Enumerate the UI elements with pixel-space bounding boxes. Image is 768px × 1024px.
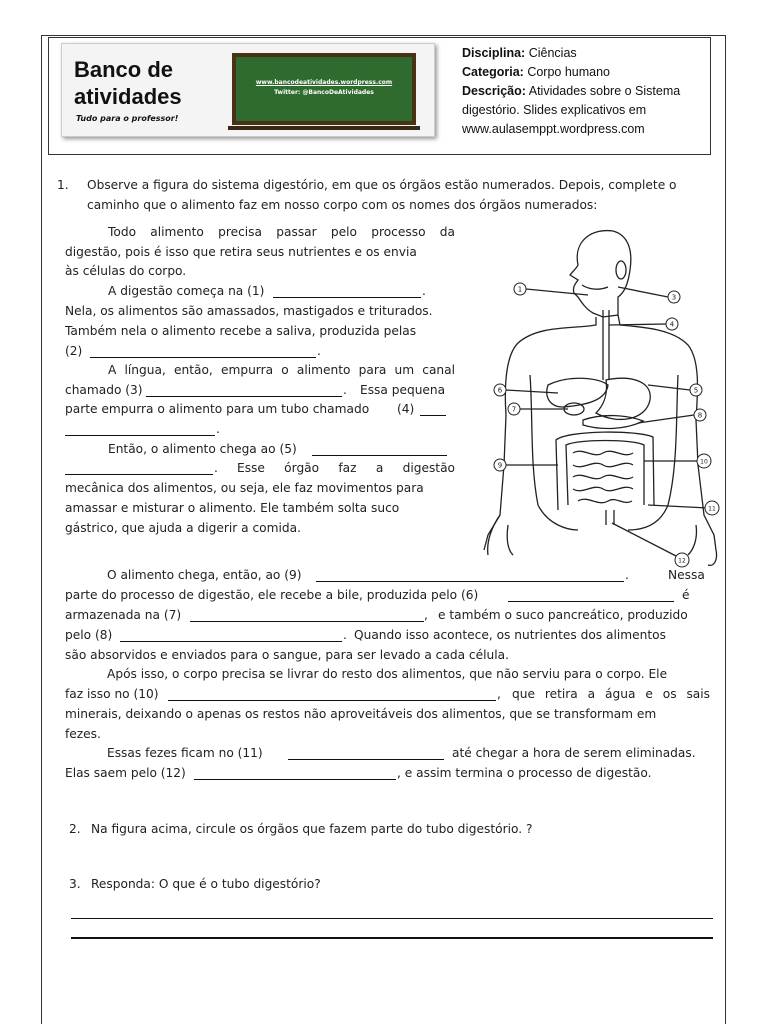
p6-line2b: que retira a água e os sais [512, 687, 710, 701]
figure-label-4: 4 [669, 320, 675, 329]
p4-line3: mecânica dos alimentos, ou seja, ele faz movimentos para [65, 481, 424, 495]
board-twitter: Twitter: @BancoDeAtividades [274, 89, 374, 96]
answer-line-2[interactable] [71, 937, 713, 939]
figure-label-12: 12 [678, 557, 686, 565]
figure-label-9: 9 [497, 461, 503, 470]
p4-line4: amassar e misturar o alimento. Ele também solta suco [65, 501, 400, 515]
figure-label-6: 6 [497, 386, 503, 395]
q3-text: Responda: O que é o tubo digestório? [91, 877, 321, 891]
figure-label-2: 3 [671, 293, 677, 302]
categoria-label: Categoria: [462, 65, 524, 79]
p3-line2b: Essa pequena [360, 383, 446, 397]
board-ledge [228, 126, 420, 130]
blank-5a[interactable] [312, 444, 447, 456]
header-meta [462, 44, 722, 139]
blank-9[interactable] [316, 570, 624, 582]
p5-line3b: e também o suco pancreático, produzido [438, 608, 688, 622]
disciplina-label: Disciplina: [462, 46, 526, 60]
chalkboard-graphic [232, 53, 416, 125]
p5-line1a: O alimento chega, então, ao (9) [107, 568, 302, 582]
p2-line2: Nela, os alimentos são amassados, mastigados e triturados. [65, 304, 433, 318]
p6-line3: minerais, deixando o apenas os restos não aproveitáveis dos alimentos, que se transformam em [65, 707, 657, 721]
p2-line4: (2) [65, 344, 83, 358]
blank-3[interactable] [146, 385, 342, 397]
p7-line2a: Elas saem pelo (12) [65, 766, 186, 780]
figure-label-1: 1 [517, 285, 523, 294]
p4-line2: Esse órgão faz a digestão [237, 461, 455, 475]
answer-line-1[interactable] [71, 918, 713, 919]
p3-line3-num: (4) [397, 402, 415, 416]
descricao-cont: digestório. Slides explicativos em [462, 103, 647, 117]
blank-6[interactable] [508, 590, 674, 602]
figure-label-8: 8 [697, 411, 703, 420]
p1-line3: às células do corpo. [65, 264, 187, 278]
p5-line4b: Quando isso acontece, os nutrientes dos alimentos [354, 628, 666, 642]
p2-line1: A digestão começa na (1) [108, 284, 265, 298]
p2-line3: Também nela o alimento recebe a saliva, produzida pelas [65, 324, 417, 338]
p5-line2b: é [682, 588, 690, 602]
categoria-value: Corpo humano [527, 65, 611, 79]
logo-banner [61, 43, 435, 137]
blank-5b[interactable] [65, 463, 213, 475]
figure-label-10: 10 [700, 458, 708, 466]
blank-4a[interactable] [420, 404, 446, 416]
q2-number: 2. [69, 822, 81, 836]
p1-line1: Todo alimento precisa passar pelo processo da [108, 225, 455, 239]
p5-line5: são absorvidos e enviados para o sangue, para ser levado a cada célula. [65, 648, 509, 662]
p3-line3: parte empurra o alimento para um tubo chamado [65, 402, 370, 416]
p1-line2: digestão, pois é isso que retira seus nutrientes e os envia [65, 245, 417, 259]
q1-prompt-line2: caminho que o alimento faz em nosso corpo com os nomes dos órgãos numerados: [87, 198, 598, 212]
board-url: www.bancodeatividades.wordpress.com [255, 79, 393, 86]
figure-label-11: 11 [708, 505, 716, 513]
p3-line2a: chamado (3) [65, 383, 143, 397]
p5-line4a: pelo (8) [65, 628, 113, 642]
figure-label-5: 5 [693, 386, 699, 395]
q3-number: 3. [69, 877, 81, 891]
blank-7[interactable] [190, 610, 424, 622]
p6-line2a: faz isso no (10) [65, 687, 159, 701]
blank-10[interactable] [168, 689, 496, 701]
logo-tagline: Tudo para o professor! [76, 114, 179, 123]
p6-line4: fezes. [65, 727, 101, 741]
p7-line1a: Essas fezes ficam no (11) [107, 746, 263, 760]
logo-title: Banco de atividades [74, 57, 182, 109]
p6-line1: Após isso, o corpo precisa se livrar do resto dos alimentos, que não serviu para o corpo. Ele [107, 667, 668, 681]
blank-8[interactable] [120, 630, 342, 642]
p3-line1: A língua, então, empurra o alimento para um canal [108, 363, 455, 377]
descricao-site: www.aulasemppt.wordpress.com [462, 122, 645, 136]
p7-line2b: , e assim termina o processo de digestão. [397, 766, 652, 780]
descricao-value: Atividades sobre o Sistema [528, 84, 681, 98]
p5-line2a: parte do processo de digestão, ele recebe a bile, produzida pelo (6) [65, 588, 479, 602]
figure-label-7: 7 [511, 405, 517, 414]
digestive-system-figure [478, 225, 723, 570]
p5-line3a: armazenada na (7) [65, 608, 182, 622]
q1-number: 1. [57, 178, 69, 192]
disciplina-value: Ciências [528, 46, 577, 60]
p4-line5: gástrico, que ajuda a digerir a comida. [65, 521, 301, 535]
p7-line1b: até chegar a hora de serem eliminadas. [452, 746, 696, 760]
header-box [48, 37, 711, 155]
descricao-label: Descrição: [462, 84, 526, 98]
blank-2[interactable] [90, 346, 316, 358]
q1-prompt-line1: Observe a figura do sistema digestório, em que os órgãos estão numerados. Depois, complete o [87, 178, 677, 192]
blank-1[interactable] [273, 286, 421, 298]
blank-11[interactable] [288, 748, 444, 760]
p5-line1b: Nessa [668, 568, 705, 582]
blank-4b[interactable] [65, 424, 215, 436]
p4-line1: Então, o alimento chega ao (5) [108, 442, 297, 456]
q2-text: Na figura acima, circule os órgãos que fazem parte do tubo digestório. ? [91, 822, 533, 836]
blank-12[interactable] [194, 768, 396, 780]
